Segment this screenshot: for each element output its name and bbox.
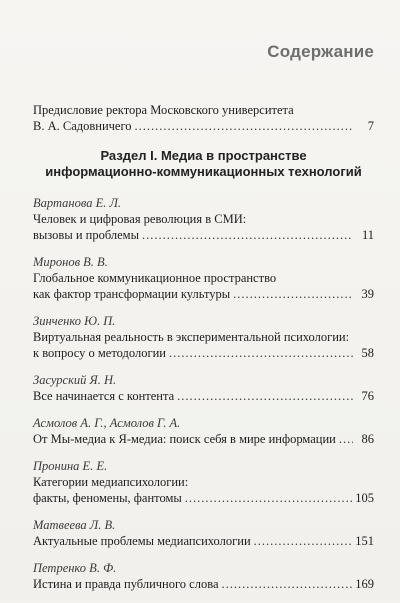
entry-last-line xyxy=(33,431,374,447)
entry-author: Засурский Я. Н. xyxy=(33,373,117,387)
preface-last-line xyxy=(33,118,374,134)
page-number: 151 xyxy=(355,534,374,548)
dot-leader xyxy=(177,388,353,404)
dot-leader xyxy=(222,576,353,592)
toc-entry xyxy=(33,560,374,592)
entry-title-line: Человек и цифровая революция в СМИ: xyxy=(33,212,247,226)
page-number: 76 xyxy=(361,389,374,403)
toc-entry xyxy=(33,254,374,302)
entry-author: Пронина Е. Е. xyxy=(33,459,108,473)
entry-author: Матвеева Л. В. xyxy=(33,518,116,532)
page-number: 7 xyxy=(367,119,374,133)
section-heading-line-2: информационно-коммуникационных технологий xyxy=(45,164,362,179)
page-number: 169 xyxy=(355,577,374,591)
dot-leader xyxy=(339,431,353,447)
entry-last-line xyxy=(33,576,374,592)
section-heading xyxy=(33,148,374,180)
toc-entry xyxy=(33,195,374,243)
entry-title-line: От Мы-медиа к Я-медиа: поиск себя в мире информации xyxy=(33,432,336,446)
toc-entry xyxy=(33,372,374,404)
toc-entry xyxy=(33,517,374,549)
entry-title-line: Актуальные проблемы медиапсихологии xyxy=(33,534,251,548)
entry-title-line: факты, феномены, фантомы xyxy=(33,491,182,505)
entry-title-line: вызовы и проблемы xyxy=(33,228,139,242)
dot-leader xyxy=(233,286,353,302)
preface-entry xyxy=(33,102,374,134)
toc-entry xyxy=(33,313,374,361)
entry-author: Вартанова Е. Л. xyxy=(33,196,122,210)
toc-entries xyxy=(33,195,374,603)
page-number: 58 xyxy=(361,346,374,360)
toc-entry xyxy=(33,415,374,447)
dot-leader xyxy=(185,490,352,506)
entry-last-line xyxy=(33,345,374,361)
section-heading-line-1: Раздел I. Медиа в пространстве xyxy=(100,148,307,163)
preface-line-1: Предисловие ректора Московского университета xyxy=(33,103,294,117)
entry-title-line: Все начинается с контента xyxy=(33,389,175,403)
page-number: 39 xyxy=(361,287,374,301)
dot-leader xyxy=(254,533,353,549)
entry-author: Миронов В. В. xyxy=(33,255,108,269)
entry-author: Петренко В. Ф. xyxy=(33,561,117,575)
entry-last-line xyxy=(33,490,374,506)
page-title: Содержание xyxy=(267,42,374,61)
page-number: 86 xyxy=(361,432,374,446)
entry-title-line: Категории медиапсихологии: xyxy=(33,475,189,489)
page-number: 105 xyxy=(355,491,374,505)
dot-leader xyxy=(135,118,353,134)
entry-title-line: Глобальное коммуникационное пространство xyxy=(33,271,277,285)
entry-last-line xyxy=(33,388,374,404)
entry-title-line: к вопросу о методологии xyxy=(33,346,166,360)
entry-last-line xyxy=(33,286,374,302)
entry-title-line: Виртуальная реальность в экспериментальной психологии: xyxy=(33,330,350,344)
page-number: 11 xyxy=(361,228,374,242)
toc-entry xyxy=(33,458,374,506)
entry-title-line: как фактор трансформации культуры xyxy=(33,287,231,301)
dot-leader xyxy=(169,345,353,361)
dot-leader xyxy=(142,227,353,243)
entry-title-line: Истина и правда публичного слова xyxy=(33,577,219,591)
entry-last-line xyxy=(33,227,374,243)
entry-author: Асмолов А. Г., Асмолов Г. А. xyxy=(33,416,181,430)
entry-last-line xyxy=(33,533,374,549)
entry-author: Зинченко Ю. П. xyxy=(33,314,116,328)
preface-line-2: В. А. Садовничего xyxy=(33,119,132,133)
